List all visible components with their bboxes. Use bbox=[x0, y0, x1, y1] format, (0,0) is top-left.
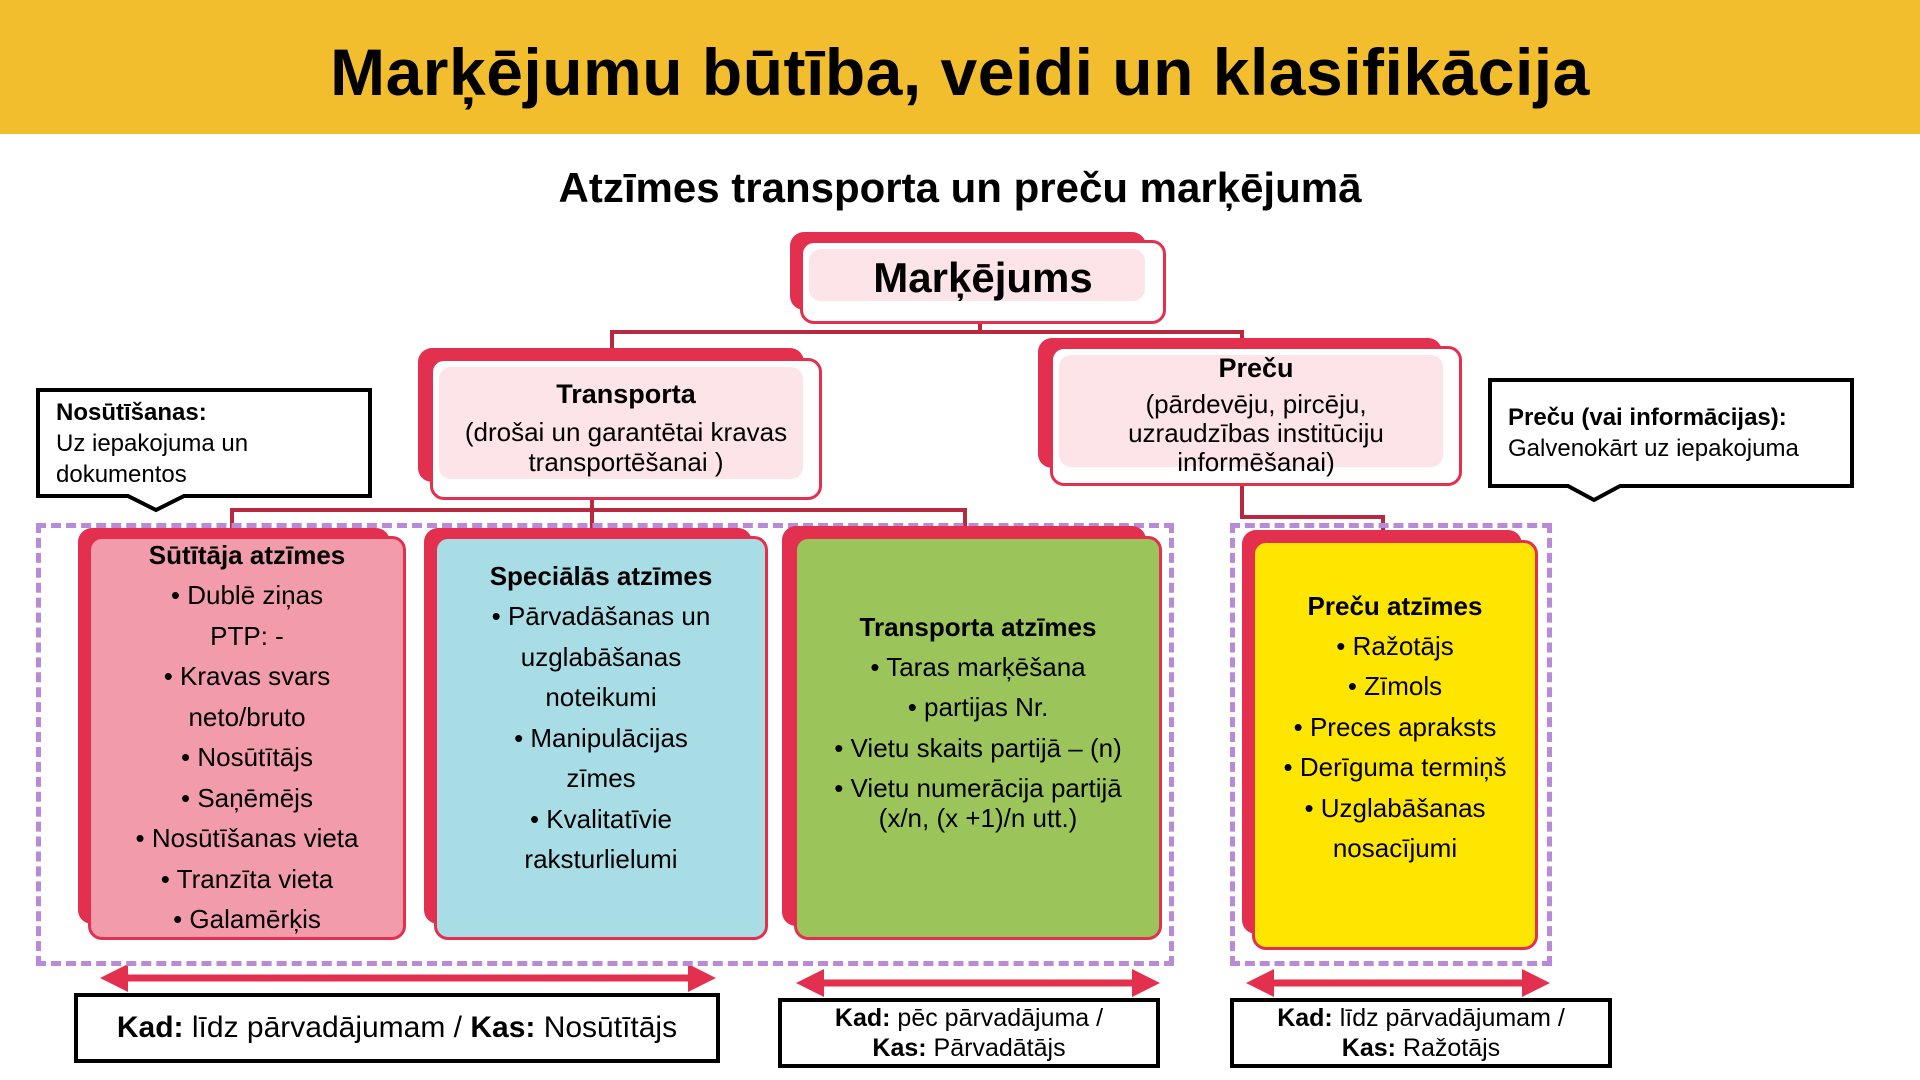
info-carrier-kas-label: Kas: bbox=[872, 1034, 927, 1062]
span-arrow-middle bbox=[796, 969, 1160, 997]
leaf-sender-item: • Nosūtītājs bbox=[181, 742, 313, 772]
leaf-special-item: raksturlielumi bbox=[524, 844, 678, 875]
leaf-goods-item: • Derīguma termiņš bbox=[1283, 752, 1507, 782]
info-box-sender bbox=[74, 993, 720, 1063]
leaf-sender-item: • Tranzīta vieta bbox=[160, 863, 334, 894]
info-sender-kas-label: Kas: bbox=[470, 1011, 536, 1044]
category-goods-desc: (pārdevēju, pircēju, uzraudzības institūciju informēšanai) bbox=[1128, 388, 1384, 478]
leaf-goods-title: Preču atzīmes bbox=[1307, 590, 1483, 621]
info-sender-kad-value: līdz pārvadājumam / bbox=[183, 1011, 471, 1044]
leaf-goods-item: • Uzglabāšanas bbox=[1304, 792, 1486, 823]
leaf-goods-item: • Preces apraksts bbox=[1293, 711, 1497, 742]
info-producer-kad-value: līdz pārvadājumam / bbox=[1332, 1004, 1565, 1032]
leaf-special-item: • Manipulācijas bbox=[514, 722, 688, 753]
callout-goods-info bbox=[1508, 402, 1848, 464]
diagram-subtitle: Atzīmes transporta un preču marķējumā bbox=[558, 164, 1362, 211]
leaf-sender-item: neto/bruto bbox=[188, 701, 306, 732]
callout-shipping-bold: Nosūtīšanas: bbox=[56, 399, 207, 426]
leaf-sender-item: • Galamērķis bbox=[173, 904, 321, 934]
leaf-sender-item: • Nosūtīšanas vieta bbox=[135, 823, 359, 853]
leaf-special-item: • Kvalitatīvie bbox=[529, 803, 673, 834]
span-arrow-right bbox=[1246, 969, 1550, 997]
category-transport-title: Transporta bbox=[556, 379, 696, 410]
leaf-sender-item: • Saņēmējs bbox=[181, 782, 313, 813]
info-producer-kad-label: Kad: bbox=[1277, 1004, 1333, 1032]
leaf-sender-item: • Dublē ziņas bbox=[170, 580, 324, 610]
category-transport-desc: (drošai un garantētai kravas transportēšanai ) bbox=[464, 417, 788, 477]
callout-shipping bbox=[56, 397, 366, 490]
leaf-transport-title: Transporta atzīmes bbox=[859, 611, 1097, 642]
leaf-special-title: Speciālās atzīmes bbox=[489, 561, 713, 592]
category-goods bbox=[1038, 338, 1462, 486]
info-sender-kas-value: Nosūtītājs bbox=[535, 1011, 678, 1044]
leaf-goods-marks bbox=[1242, 530, 1538, 950]
leaf-transport-item: • Vietu numerācija partijā bbox=[834, 773, 1122, 804]
info-carrier-kad-label: Kad: bbox=[834, 1004, 891, 1032]
leaf-special-item: uzglabāšanas bbox=[520, 641, 682, 672]
category-goods-title: Preču bbox=[1218, 352, 1294, 383]
leaf-transport-item: • partijas Nr. bbox=[907, 692, 1049, 723]
leaf-special-item: • Pārvadāšanas un bbox=[491, 601, 711, 632]
leaf-goods-item: • Zīmols bbox=[1347, 671, 1443, 701]
leaf-transport-item: • Taras marķēšana bbox=[870, 651, 1086, 682]
leaf-goods-item: • Ražotājs bbox=[1336, 630, 1454, 661]
callout-goods-bold: Preču (vai informācijas): bbox=[1508, 404, 1787, 431]
leaf-goods-item: nosacījumi bbox=[1332, 833, 1458, 863]
category-transport bbox=[418, 348, 822, 500]
leaf-special-item: noteikumi bbox=[545, 682, 657, 713]
leaf-transport-item: (x/n, (x +1)/n utt.) bbox=[878, 803, 1078, 834]
leaf-sender-title: Sūtītāja atzīmes bbox=[148, 540, 346, 570]
callout-goods-text: Galvenokārt uz iepakojuma bbox=[1508, 435, 1799, 462]
root-label: Marķējums bbox=[873, 254, 1093, 301]
leaf-sender-item: PTP: - bbox=[210, 620, 284, 651]
info-producer-kas-label: Kas: bbox=[1341, 1034, 1396, 1062]
info-carrier-kas-value: Pārvadātājs bbox=[926, 1034, 1066, 1062]
leaf-transport-marks bbox=[782, 526, 1162, 942]
info-carrier-kad-value: pēc pārvadājuma / bbox=[890, 1004, 1104, 1032]
info-sender-kad-label: Kad: bbox=[116, 1011, 184, 1044]
callout-shipping-text: Uz iepakojuma un dokumentos bbox=[56, 430, 249, 488]
info-box-producer bbox=[1230, 998, 1612, 1068]
leaf-special-marks bbox=[424, 528, 768, 940]
info-producer-kas-value: Ražotājs bbox=[1395, 1034, 1501, 1062]
page-title: Marķējumu būtība, veidi un klasifikācija bbox=[330, 35, 1590, 109]
leaf-sender-marks bbox=[78, 528, 406, 940]
leaf-special-item: zīmes bbox=[566, 763, 636, 794]
root-node bbox=[790, 232, 1166, 324]
leaf-sender-item: • Kravas svars bbox=[163, 661, 331, 691]
span-arrow-left bbox=[100, 964, 716, 992]
info-box-carrier bbox=[778, 998, 1160, 1068]
leaf-transport-item: • Vietu skaits partijā – (n) bbox=[834, 732, 1122, 763]
